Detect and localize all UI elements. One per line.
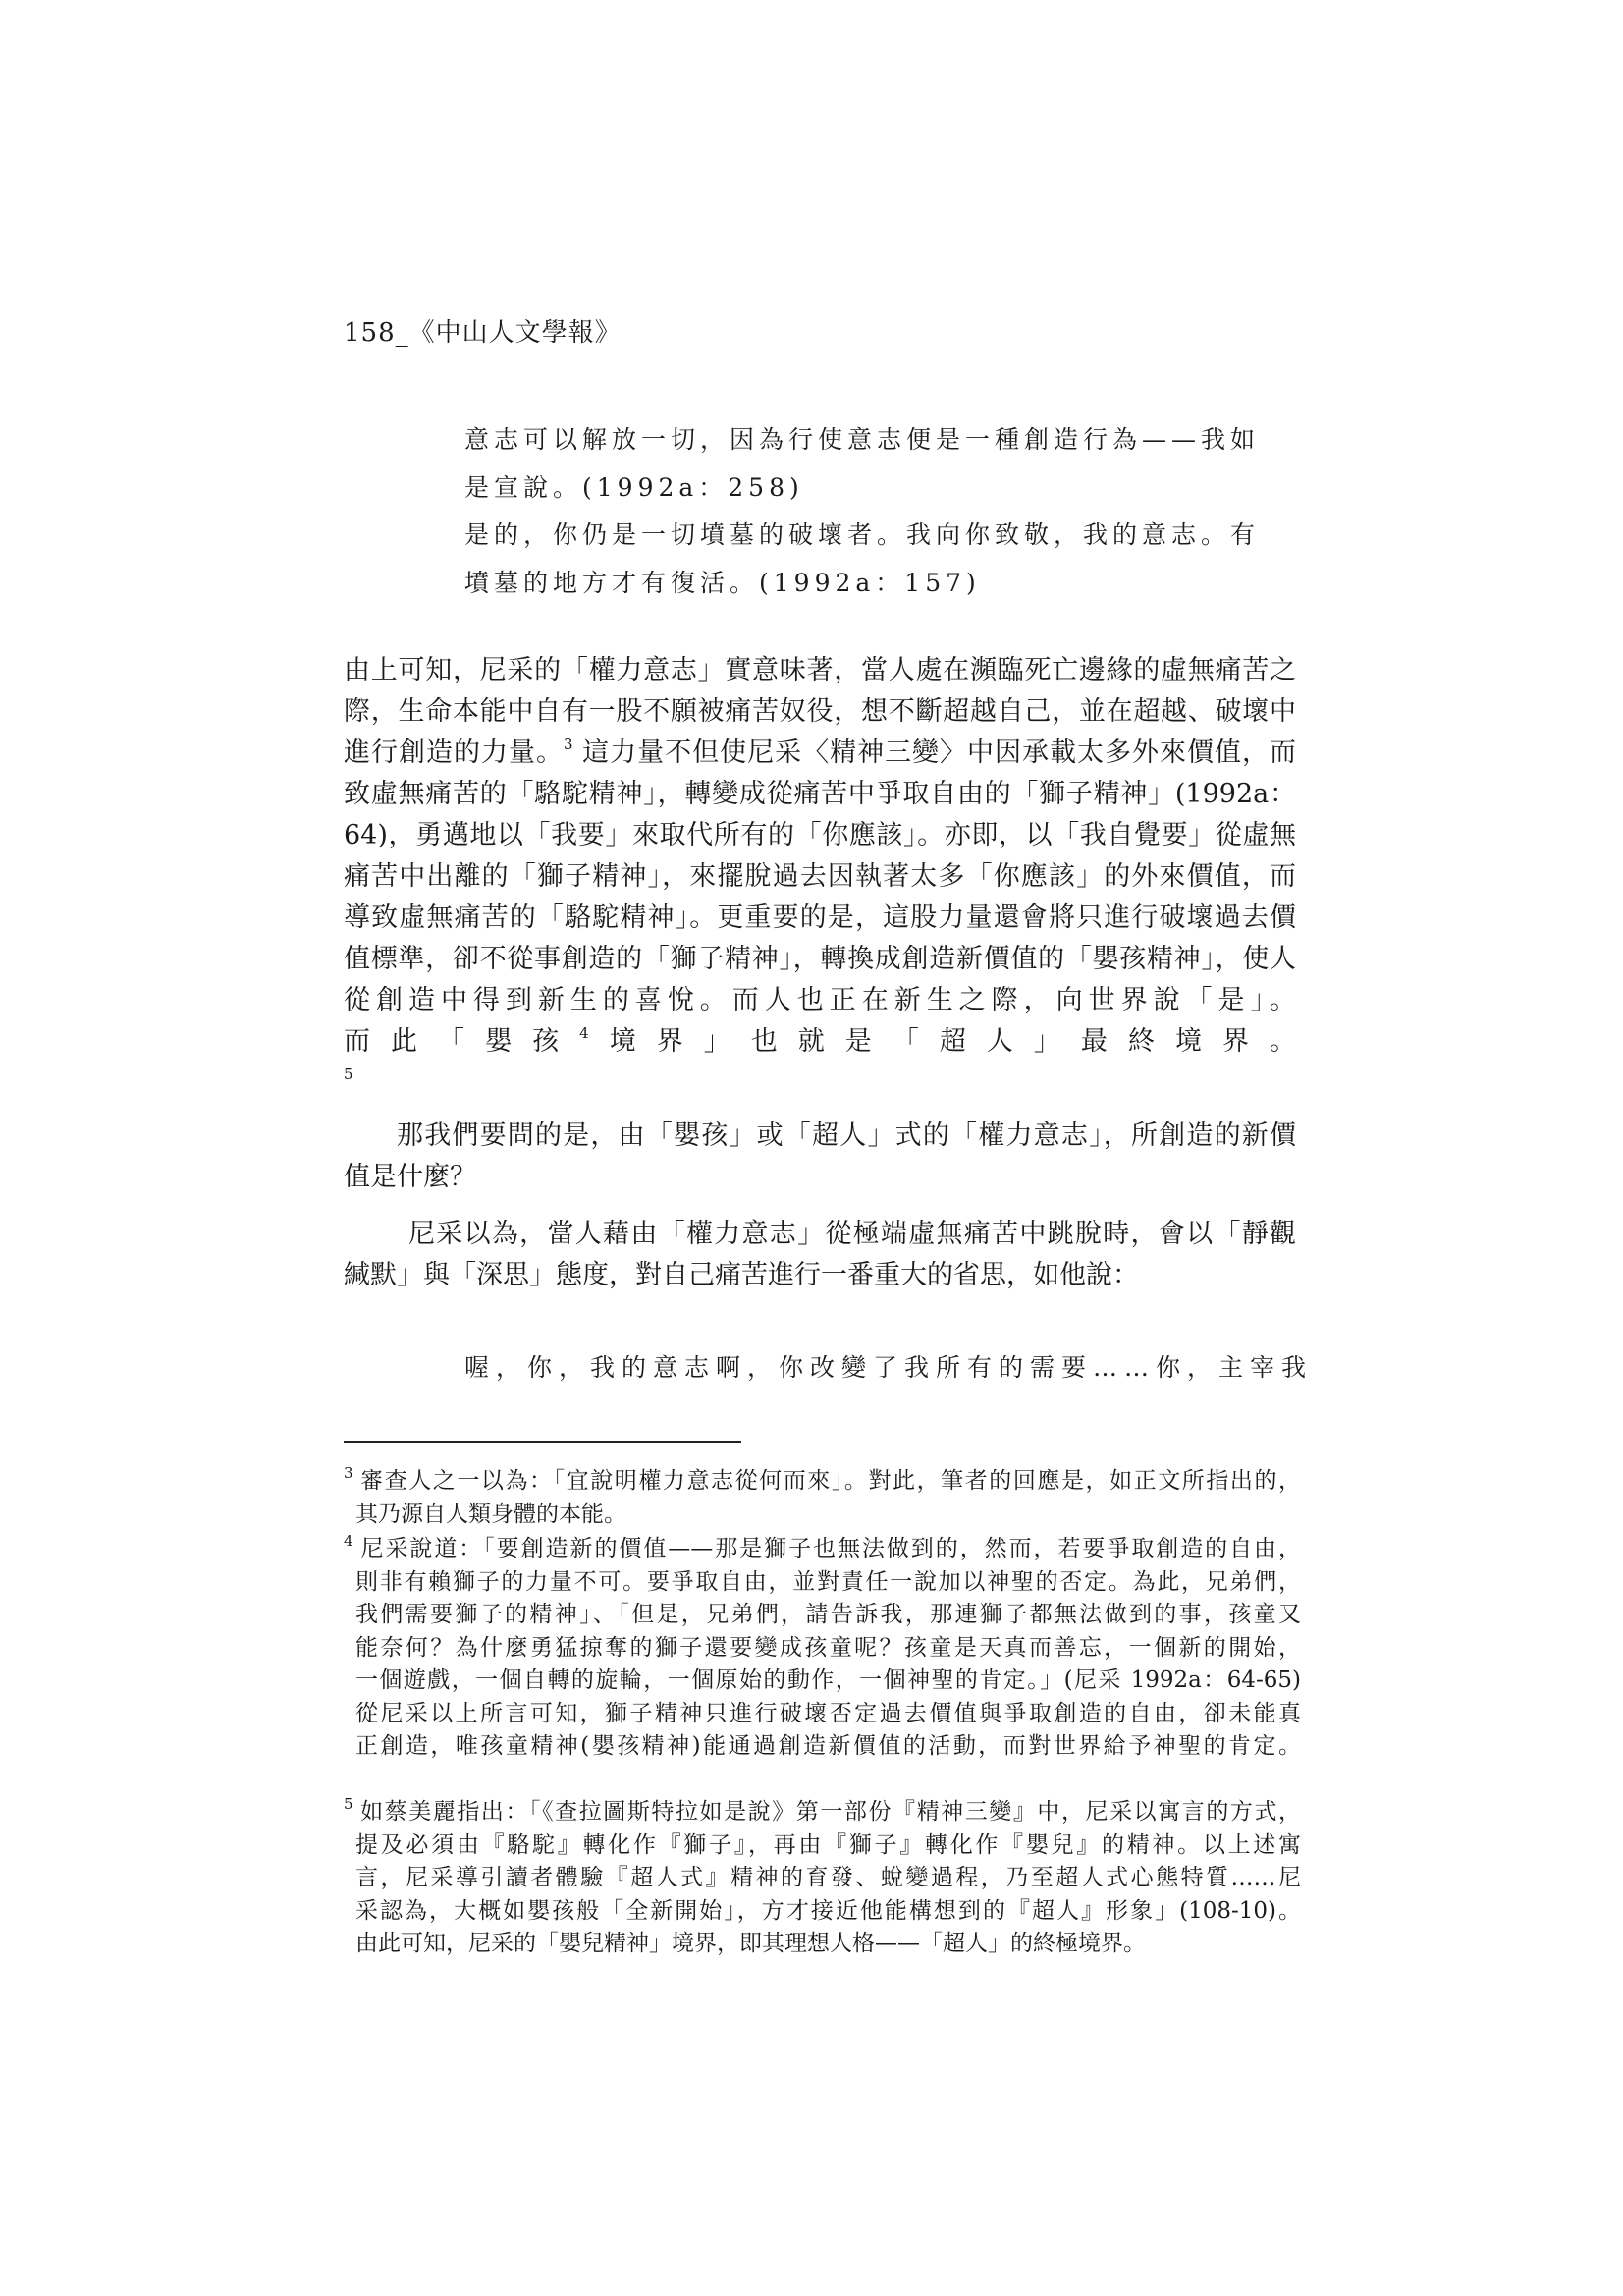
footnote-line: 言，尼采導引讀者體驗『超人式』精神的育發、蛻變過程，乃至超人式心態特質……尼	[355, 1865, 1301, 1890]
quote-line: 意志可以解放一切，因為行使意志便是一種創造行為——我如	[464, 425, 1261, 454]
block-quote-2	[464, 1344, 1314, 1393]
body-line: 64)，勇邁地以「我要」來取代所有的「你應該」。亦即，以「我自覺要」從虛無	[344, 820, 1296, 850]
footnote-ref-3[interactable]: 3	[563, 736, 573, 753]
footnote-line	[344, 1533, 1301, 1566]
footnote-line: 提及必須由『駱駝』轉化作『獅子』，再由『獅子』轉化作『嬰兒』的精神。以上述寓	[355, 1831, 1301, 1858]
quote-line: 喔，你，我的意志啊，你改變了我所有的需要……你，主宰我	[464, 1353, 1314, 1382]
footnote-line: 我們需要獅子的精神」、「但是，兄弟們，請告訴我，那連獅子都無法做到的事，孩童又	[355, 1602, 1301, 1627]
footnote-number: 4	[344, 1532, 353, 1550]
body-line	[344, 733, 1296, 774]
body-line-segment: 進行創造的力量。	[344, 738, 564, 768]
body-line: 值標準，卻不從事創造的「獅子精神」，轉換成創造新價值的「嬰孩精神」，使人	[344, 944, 1296, 974]
body-line: 由上可知，尼采的「權力意志」實意味著，當人處在瀕臨死亡邊緣的虛無痛苦之	[344, 655, 1296, 685]
body-line: 從創造中得到新生的喜悅。而人也正在新生之際，向世界說「是」。	[344, 985, 1296, 1015]
quote-line: 墳墓的地方才有復活。(1992a：157)	[464, 568, 981, 597]
body-line: 痛苦中出離的「獅子精神」，來擺脫過去因執著太多「你應該」的外來價值，而	[344, 861, 1296, 892]
body-line: 值是什麼？	[344, 1162, 476, 1192]
body-line: 緘默」與「深思」態度，對自己痛苦進行一番重大的省思，如他說：	[344, 1260, 1139, 1290]
body-line: 那我們要問的是，由「嬰孩」或「超人」式的「權力意志」，所創造的新價	[397, 1121, 1296, 1151]
footnote-line: 從尼采以上所言可知，獅子精神只進行破壞否定過去價值與爭取創造的自由，卻未能真	[355, 1700, 1301, 1726]
body-line: 致虛無痛苦的「駱駝精神」，轉變成從痛苦中爭取自由的「獅子精神」(1992a：	[344, 779, 1296, 809]
footnote-separator	[344, 1441, 741, 1443]
footnote-line	[344, 1465, 1301, 1499]
body-paragraph-3	[344, 1214, 1296, 1296]
footnote-line: 則非有賴獅子的力量不可。要爭取自由，並對責任一說加以神聖的否定。為此，兄弟們，	[355, 1568, 1301, 1595]
footnote-text: 尼采說道：「要創造新的價值——那是獅子也無法做到的，然而，若要爭取創造的自由，	[358, 1536, 1301, 1561]
footnote-line: 采認為，大概如嬰孩般「全新開始」，方才接近他能構想到的『超人』形象」(108-10)。	[355, 1897, 1301, 1924]
body-paragraph-1	[344, 650, 1296, 1104]
footnote-ref-5[interactable]: 5	[344, 1066, 353, 1083]
footnote-5	[344, 1796, 1301, 1961]
footnote-line: 由此可知，尼采的「嬰兒精神」境界，即其理想人格——「超人」的終極境界。	[355, 1931, 1146, 1956]
running-head: 158_《中山人文學報》	[344, 318, 622, 348]
block-quote-1	[464, 416, 1261, 607]
body-paragraph-2	[344, 1116, 1296, 1198]
footnote-line: 一個遊戲，一個自轉的旋輪，一個原始的動作，一個神聖的肯定。」(尼采 1992a：64-65)	[355, 1667, 1301, 1693]
footnote-4	[344, 1533, 1301, 1764]
body-line-segment: 而此「嬰孩	[344, 1026, 580, 1057]
footnote-number: 3	[344, 1464, 353, 1482]
footnote-line: 能奈何？為什麼勇猛掠奪的獅子還要變成孩童呢？孩童是天真而善忘，一個新的開始，	[355, 1634, 1301, 1661]
body-line-segment: 境界」也就是「超人」最終境界。	[588, 1026, 1297, 1057]
body-line-segment: 這力量不但使尼采〈精神三變〉中因承載太多外來價值，而	[582, 738, 1297, 768]
footnote-3	[344, 1465, 1301, 1531]
footnote-text: 審查人之一以為：「宜說明權力意志從何而來」。對此，筆者的回應是，如正文所指出的，	[358, 1468, 1301, 1494]
body-line: 尼采以為，當人藉由「權力意志」從極端虛無痛苦中跳脫時，會以「靜觀	[408, 1219, 1296, 1249]
footnote-ref-4[interactable]: 4	[579, 1024, 589, 1042]
body-line	[344, 1063, 1296, 1104]
footnote-text: 如蔡美麗指出：「《查拉圖斯特拉如是說》第一部份『精神三變』中，尼采以寓言的方式，	[358, 1799, 1301, 1825]
footnote-line	[344, 1796, 1301, 1830]
footnote-line: 正創造，唯孩童精神(嬰孩精神)能通過創造新價值的活動，而對世界給予神聖的肯定。	[355, 1733, 1301, 1759]
footnote-number: 5	[344, 1795, 353, 1813]
footnote-line: 其乃源自人類身體的本能。	[355, 1501, 626, 1527]
body-line	[344, 1021, 1296, 1063]
quote-line: 是宣說。(1992a：258)	[464, 472, 804, 502]
body-line: 際，生命本能中自有一股不願被痛苦奴役，想不斷超越自己，並在超越、破壞中	[344, 696, 1296, 727]
body-line: 導致虛無痛苦的「駱駝精神」。更重要的是，這股力量還會將只進行破壞過去價	[344, 902, 1296, 933]
quote-line: 是的，你仍是一切墳墓的破壞者。我向你致敬，我的意志。有	[464, 520, 1261, 549]
